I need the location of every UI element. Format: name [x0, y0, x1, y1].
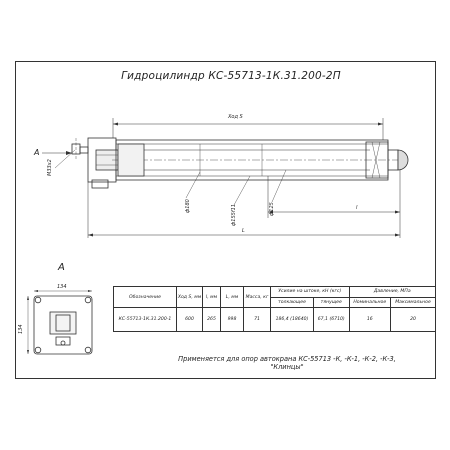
application-note-line1: Применяется для опор автокрана КС-55713 -К, -К-1, -К-2, -К-3,	[178, 355, 396, 363]
label-section-a: А	[34, 148, 40, 157]
label-port-thread: М33х2	[47, 159, 53, 176]
th-force-pull: тянущее	[313, 297, 349, 308]
td-L: 998	[221, 308, 244, 332]
th-designation: Обозначение	[114, 287, 177, 308]
th-stroke: Ход S, мм	[177, 287, 203, 308]
td-mass: 71	[244, 308, 271, 332]
td-force-pull: 67,1 (6710)	[313, 308, 349, 332]
label-flange-height: 134	[18, 324, 24, 334]
th-force: Усилие на штоке, кН (кгс)	[271, 287, 350, 298]
th-mass: Масса, кг	[244, 287, 271, 308]
label-rod-diameter: ф125	[269, 202, 275, 216]
td-designation: КС-55713-1К.31.200-1	[114, 308, 177, 332]
label-L: L	[242, 228, 245, 234]
th-force-push: толкающее	[271, 297, 314, 308]
application-note	[172, 355, 402, 371]
th-pressure: Давление, МПа	[349, 287, 435, 298]
td-p-max: 20	[391, 308, 436, 332]
label-l: l	[356, 205, 358, 211]
table-row	[114, 308, 436, 332]
th-p-max: Максимальное	[391, 297, 436, 308]
th-p-nominal: Номинальное	[349, 297, 391, 308]
rod-end-ball	[398, 150, 408, 170]
label-bore-diameter: ф180	[185, 199, 191, 213]
label-stroke: Ход S	[228, 114, 243, 120]
th-l: l, мм	[203, 287, 221, 308]
td-stroke: 600	[177, 308, 203, 332]
th-L: L, мм	[221, 287, 244, 308]
application-note-line2: "Клинцы"	[270, 363, 304, 371]
drawing-title: Гидроцилиндр КС-55713-1К.31.200-2П	[121, 70, 341, 82]
td-force-push: 186,4 (18640)	[271, 308, 314, 332]
label-flange-width: 134	[57, 284, 67, 290]
label-view-a: А	[58, 262, 65, 273]
td-p-nominal: 16	[349, 308, 391, 332]
spec-table	[113, 286, 436, 332]
label-body-diameter: ф155f11	[231, 204, 237, 226]
td-l: 265	[203, 308, 221, 332]
